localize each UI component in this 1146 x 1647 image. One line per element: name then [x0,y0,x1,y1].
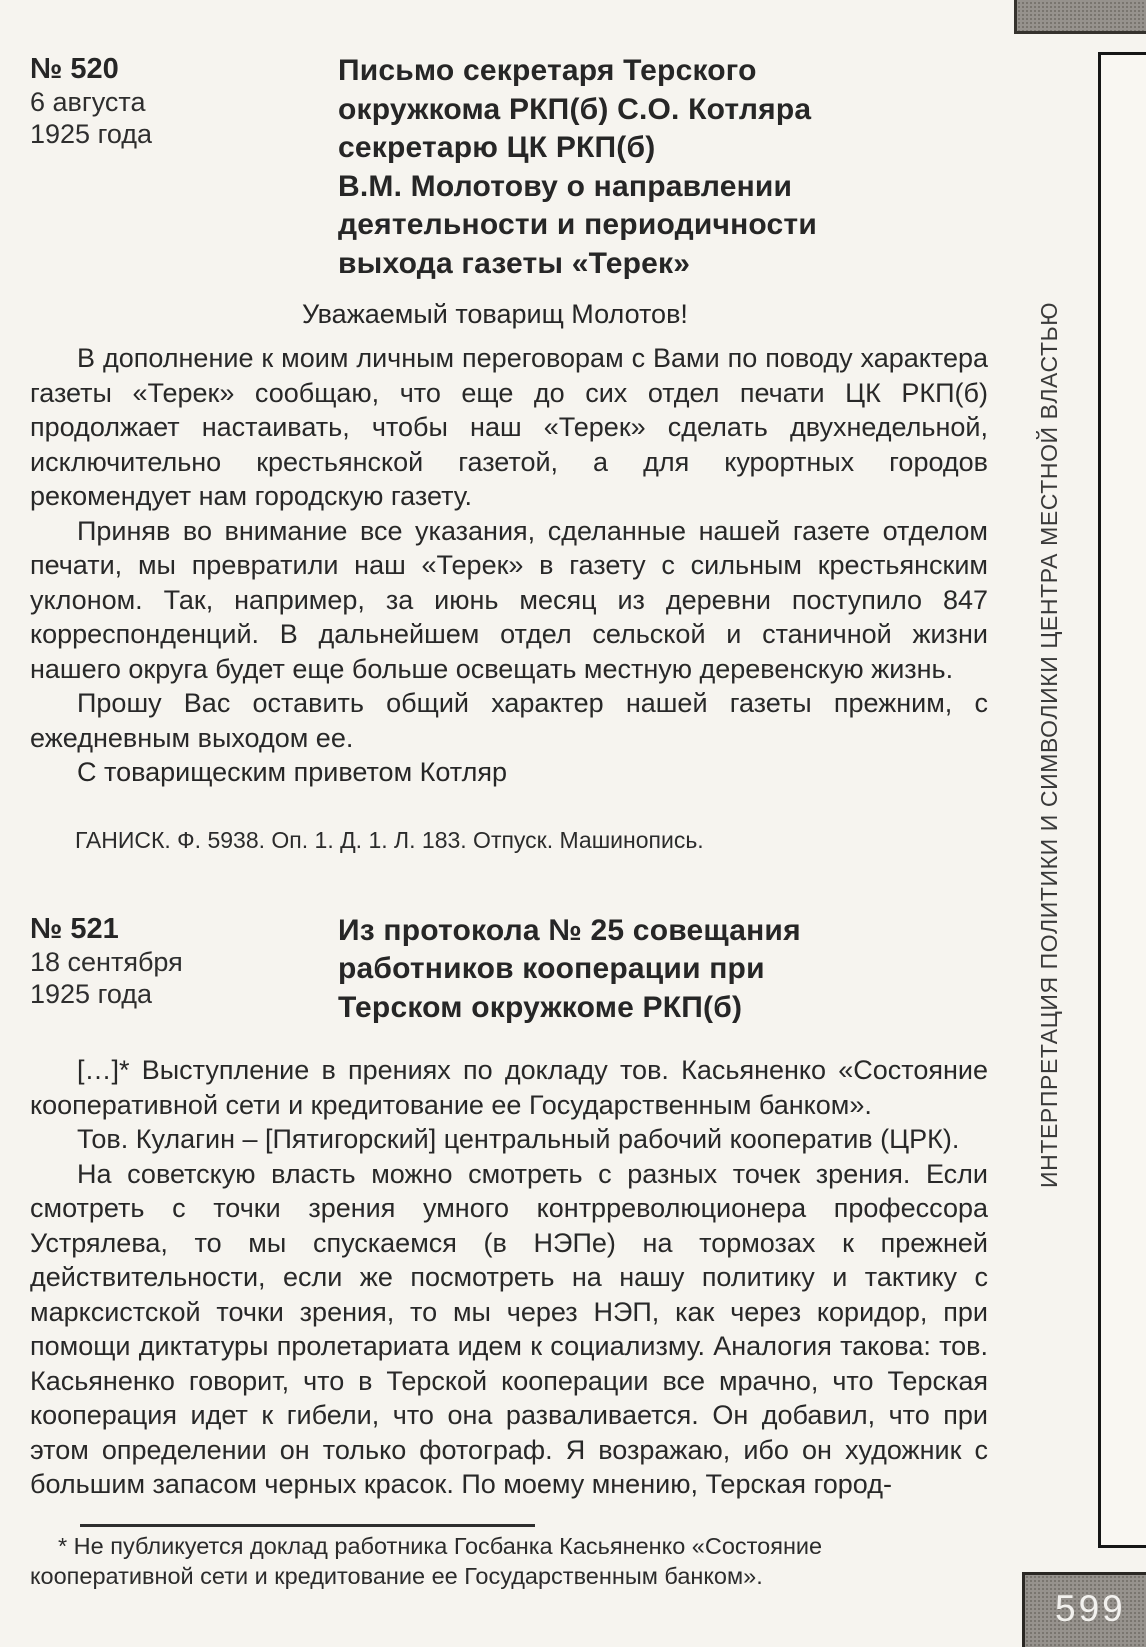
main-text-column [30,52,988,1592]
document-521 [30,912,988,1592]
doc521-date-line1: 18 сентября [30,946,183,977]
paragraph: Прошу Вас оставить общий характер нашей газеты прежним, с ежедневным выходом ее. [30,688,988,753]
doc521-title [338,912,988,1028]
doc520-title-line: выхода газеты «Терек» [338,246,691,280]
chapter-vertical-label: ИНТЕРПРЕТАЦИЯ ПОЛИТИКИ И СИМВОЛИКИ ЦЕНТРА МЕСТНОЙ ВЛАСТЬЮ [1036,301,1062,1188]
footnote-text: * Не публикуется доклад работника Госбанка Касьяненко «Состояние кооперативной сети и кредитование ее Государственным банком». [30,1532,823,1589]
doc520-title-line: секретарю ЦК РКП(б) [338,131,656,164]
doc521-number: № 521 [30,912,119,945]
doc520-date-line2: 1925 года [30,119,153,149]
doc521-header [30,912,988,1028]
doc520-meta [30,52,338,150]
sidebar-frame [1098,52,1146,1548]
doc520-archive-reference: ГАНИСК. Ф. 5938. Оп. 1. Д. 1. Л. 183. Отпуск. Машинопись. [75,826,704,853]
paragraph: На советскую власть можно смотреть с разных точек зрения. Если смотреть с точки зрения умного контрреволюционера профессора Устрялева, то мы спускаемся (в НЭПе) на тормозах к прежней действительности, если же посмотреть на нашу политику и тактику с марксистской точки зрения, то мы через НЭП, как через коридор, при помощи диктатуры пролетариата идем к социализму. Аналогия такова: тов. Касьяненко говорит, что в Терской кооперации все мрачно, что Терская кооперация идет к гибели, что она разваливается. Он добавил, что при этом определении он только фотограф. Я возражаю, ибо он художник с большим запасом черных красок. По моему мнению, Терская город- [30,1158,988,1499]
doc520-signoff: С товарищеским приветом Котляр [77,757,507,787]
doc520-number: № 520 [30,53,119,85]
doc520-header [30,52,988,283]
doc520-date-line1: 6 августа [30,87,146,117]
doc521-title-line: Терском окружкоме РКП(б) [338,990,743,1024]
footnote-divider [80,1524,535,1527]
doc521-title-line: работников кооперации при [338,952,765,985]
doc520-title [338,52,988,283]
page-number: 599 [1055,1588,1126,1629]
doc521-body [30,1053,988,1502]
doc521-date-line2: 1925 года [30,978,153,1009]
doc520-title-line: деятельности и периодичности [338,208,817,241]
page-number-box [1022,1572,1146,1647]
document-520 [30,52,988,854]
paragraph: […]* Выступление в прениях по докладу тов. Касьяненко «Состояние кооперативной сети и кредитование ее Государственным банком». [30,1055,988,1120]
doc520-title-line: Письмо секретаря Терского [338,54,757,87]
doc520-title-line: окружкома РКП(б) С.О. Котляра [338,92,812,126]
doc520-title-line: В.М. Молотову о направлении [338,169,793,203]
doc521-title-line: Из протокола № 25 совещания [338,913,801,947]
top-corner-marker [1014,0,1146,34]
paragraph: Приняв во внимание все указания, сделанные нашей газете отделом печати, мы превратили наш «Терек» в газету с сильным крестьянским уклоном. Так, например, за июнь месяц из деревни поступило 847 корреспонденций. В дальнейшем отдел сельской и станичной жизни нашего округа будет еще больше освещать местную деревенскую жизнь. [30,515,988,684]
doc521-meta [30,912,338,1010]
doc520-salutation: Уважаемый товарищ Молотов! [302,299,688,329]
paragraph: Тов. Кулагин – [Пятигорский] центральный рабочий кооператив (ЦРК). [77,1124,960,1154]
doc520-body [30,341,988,790]
paragraph: В дополнение к моим личным переговорам с Вами по поводу характера газеты «Терек» сообщаю, что еще до сих отдел печати ЦК РКП(б) продолжает настаивать, чтобы наш «Терек» сделать двухнедельной, исключительно крестьянской газетой, а для курортных городов рекомендует нам городскую газету. [30,343,988,511]
